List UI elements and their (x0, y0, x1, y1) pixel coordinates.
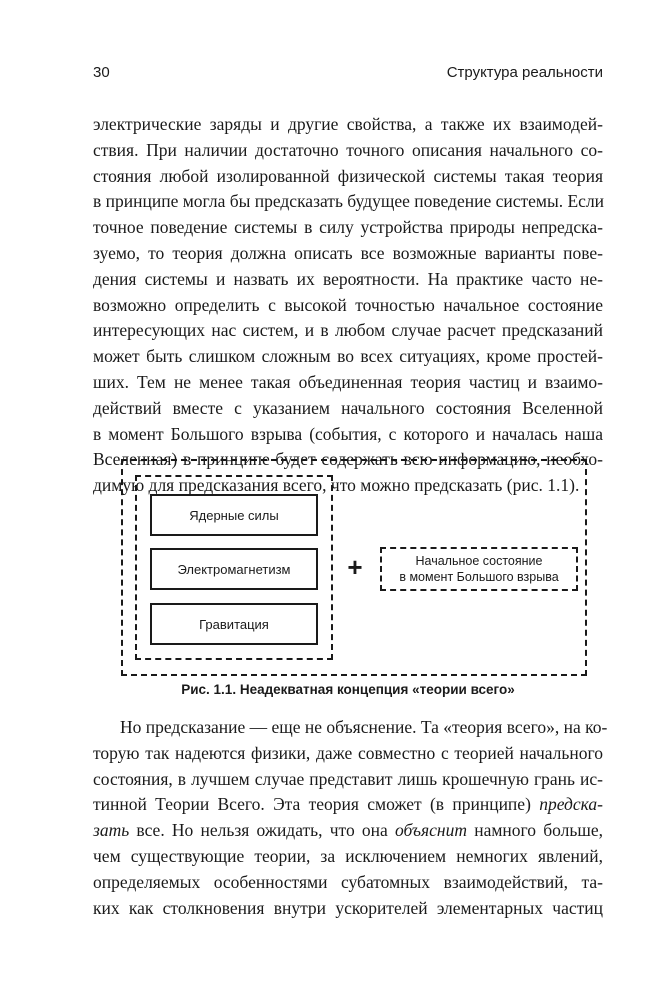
running-title: Структура реальности (446, 64, 603, 81)
text-line: димую для предсказания всего, что можно предсказать (рис. 1.1). (93, 475, 580, 496)
text-line (93, 792, 603, 818)
italic-run: зать (93, 820, 130, 841)
initial-state-box (380, 547, 578, 591)
initial-state-line-2: в момент Большого взрыва (399, 570, 559, 584)
gravity-box: Гравитация (150, 603, 318, 645)
text-line: возможно определить с высокой точностью начальное состояние (93, 294, 603, 315)
text-line: действий вместе с указанием начального состояния Вселенной (93, 397, 603, 418)
figure-caption: Рис. 1.1. Неадекватная концепция «теории всего» (181, 682, 515, 697)
text-run: все. Но нельзя ожидать, что она (129, 820, 396, 841)
text-line: торую так надеются физики, даже совместно с теорией начального (93, 742, 603, 763)
text-line: в момент Большого взрыва (события, с которого и началась наша (93, 423, 603, 444)
electromagnetism-box: Электромагнетизм (150, 548, 318, 590)
text-line: чем существующие теории, за исключением немногих явлений, (93, 845, 603, 866)
text-line: стояния любой изолированной физической системы такая теория (93, 165, 603, 186)
text-line: точное поведение системы в силу устройства природы непредска- (93, 217, 603, 238)
text-line: определяемых особенностями субатомных взаимодействий, та- (93, 871, 603, 892)
plus-sign: + (347, 551, 363, 582)
italic-run: предска- (539, 794, 603, 815)
text-run: тинной Теории Всего. Эта теория сможет (в принципе) (93, 794, 540, 815)
text-line (93, 818, 603, 844)
text-line: Вселенная) в принципе будет содержать всю информацию, необхо- (93, 449, 603, 470)
text-line: ших. Тем не менее такая объединенная теория частиц и взаимо- (93, 371, 603, 392)
paragraph-1 (93, 112, 603, 499)
paragraph-2 (93, 715, 608, 921)
text-line: электрические заряды и другие свойства, а также их взаимодей- (93, 114, 603, 134)
text-line: дения системы и назвать их вероятности. На практике часто не- (93, 268, 603, 289)
text-line: ствия. При наличии достаточно точного описания начального со- (93, 139, 603, 160)
nuclear-forces-box: Ядерные силы (150, 494, 318, 536)
text-line: в принципе могла бы предсказать будущее поведение системы. Если (93, 191, 605, 212)
text-run: намного больше, (466, 820, 603, 841)
text-line: зуемо, то теория должна описать все возможные варианты пове- (93, 242, 603, 263)
text-line: интересующих нас систем, и в любом случае расчет предсказаний (93, 320, 603, 341)
page-number: 30 (93, 64, 110, 81)
text-line: Но предсказание — еще не объяснение. Та «теория всего», на ко- (120, 717, 608, 737)
italic-run: объяснит (395, 820, 467, 841)
initial-state-line-1: Начальное состояние (415, 554, 543, 568)
text-line: состояния, в лучшем случае представит лишь крошечную грань ис- (93, 768, 603, 789)
running-header (93, 60, 603, 88)
text-line: ких как столкновения внутри ускорителей элементарных частиц (93, 897, 603, 918)
text-line: может быть слишком сложным во всех ситуациях, кроме простей- (93, 346, 603, 367)
